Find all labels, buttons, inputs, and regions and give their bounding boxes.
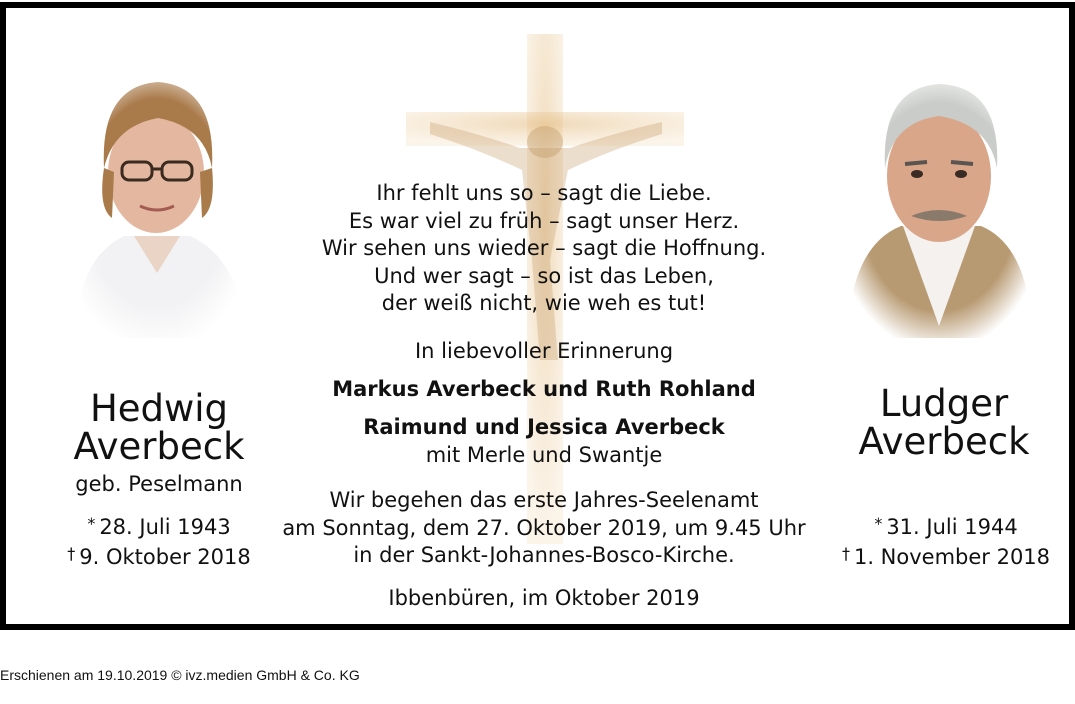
portrait-photo-hedwig: [64, 68, 250, 338]
right-birth-date: 31. Juli 1944: [886, 515, 1018, 539]
birth-symbol-icon: *: [87, 514, 96, 533]
family-line-2: Raimund und Jessica Averbeck: [363, 415, 725, 439]
place-date: Ibbenbüren, im Oktober 2019: [388, 586, 700, 610]
poem-line: Wir sehen uns wieder – sagt die Hoffnung.: [321, 236, 767, 260]
right-first-name: Ludger: [879, 382, 1009, 425]
death-cross-icon: †: [67, 544, 76, 563]
mass-line: am Sonntag, dem 27. Oktober 2019, um 9.45 Uhr: [282, 515, 806, 540]
right-death-date: 1. November 2018: [853, 545, 1051, 569]
left-birth-row: [36, 513, 282, 543]
right-person-name: [834, 382, 1054, 463]
left-person-dates: [36, 513, 282, 573]
poem-line: der weiß nicht, wie weh es tut!: [381, 291, 707, 315]
poem-line: Und wer sagt – so ist das Leben,: [374, 263, 714, 288]
death-cross-icon: †: [841, 544, 850, 563]
left-last-name: Averbeck: [73, 425, 245, 468]
memorial-poem: [264, 180, 824, 318]
left-maiden-name: geb. Peselmann: [75, 472, 243, 496]
left-person-name: [46, 387, 272, 468]
family-line-2-sub: mit Merle und Swantje: [425, 443, 663, 467]
right-death-row: [824, 543, 1068, 573]
right-last-name: Averbeck: [858, 420, 1030, 463]
portrait-photo-ludger: [841, 76, 1037, 338]
right-person-dates: [824, 513, 1068, 573]
left-death-date: 9. Oktober 2018: [79, 545, 251, 569]
mass-line: in der Sankt-Johannes-Bosco-Kirche.: [353, 543, 735, 567]
memorial-mass-info: [264, 487, 824, 570]
birth-symbol-icon: *: [874, 514, 883, 533]
left-death-row: [36, 543, 282, 573]
poem-line: Es war viel zu früh – sagt unser Herz.: [348, 208, 740, 233]
memory-line: In liebevoller Erinnerung: [414, 339, 674, 363]
poem-line: Ihr fehlt uns so – sagt die Liebe.: [376, 181, 712, 205]
mass-line: Wir begehen das erste Jahres-Seelenamt: [329, 488, 759, 512]
obituary-notice: [0, 2, 1075, 630]
right-birth-row: [824, 513, 1068, 543]
left-first-name: Hedwig: [89, 387, 229, 430]
publication-footer: Erschienen am 19.10.2019 © ivz.medien GmbH & Co. KG: [0, 667, 360, 683]
family-line-1: Markus Averbeck und Ruth Rohland: [332, 377, 756, 401]
left-birth-date: 28. Juli 1943: [99, 515, 231, 539]
